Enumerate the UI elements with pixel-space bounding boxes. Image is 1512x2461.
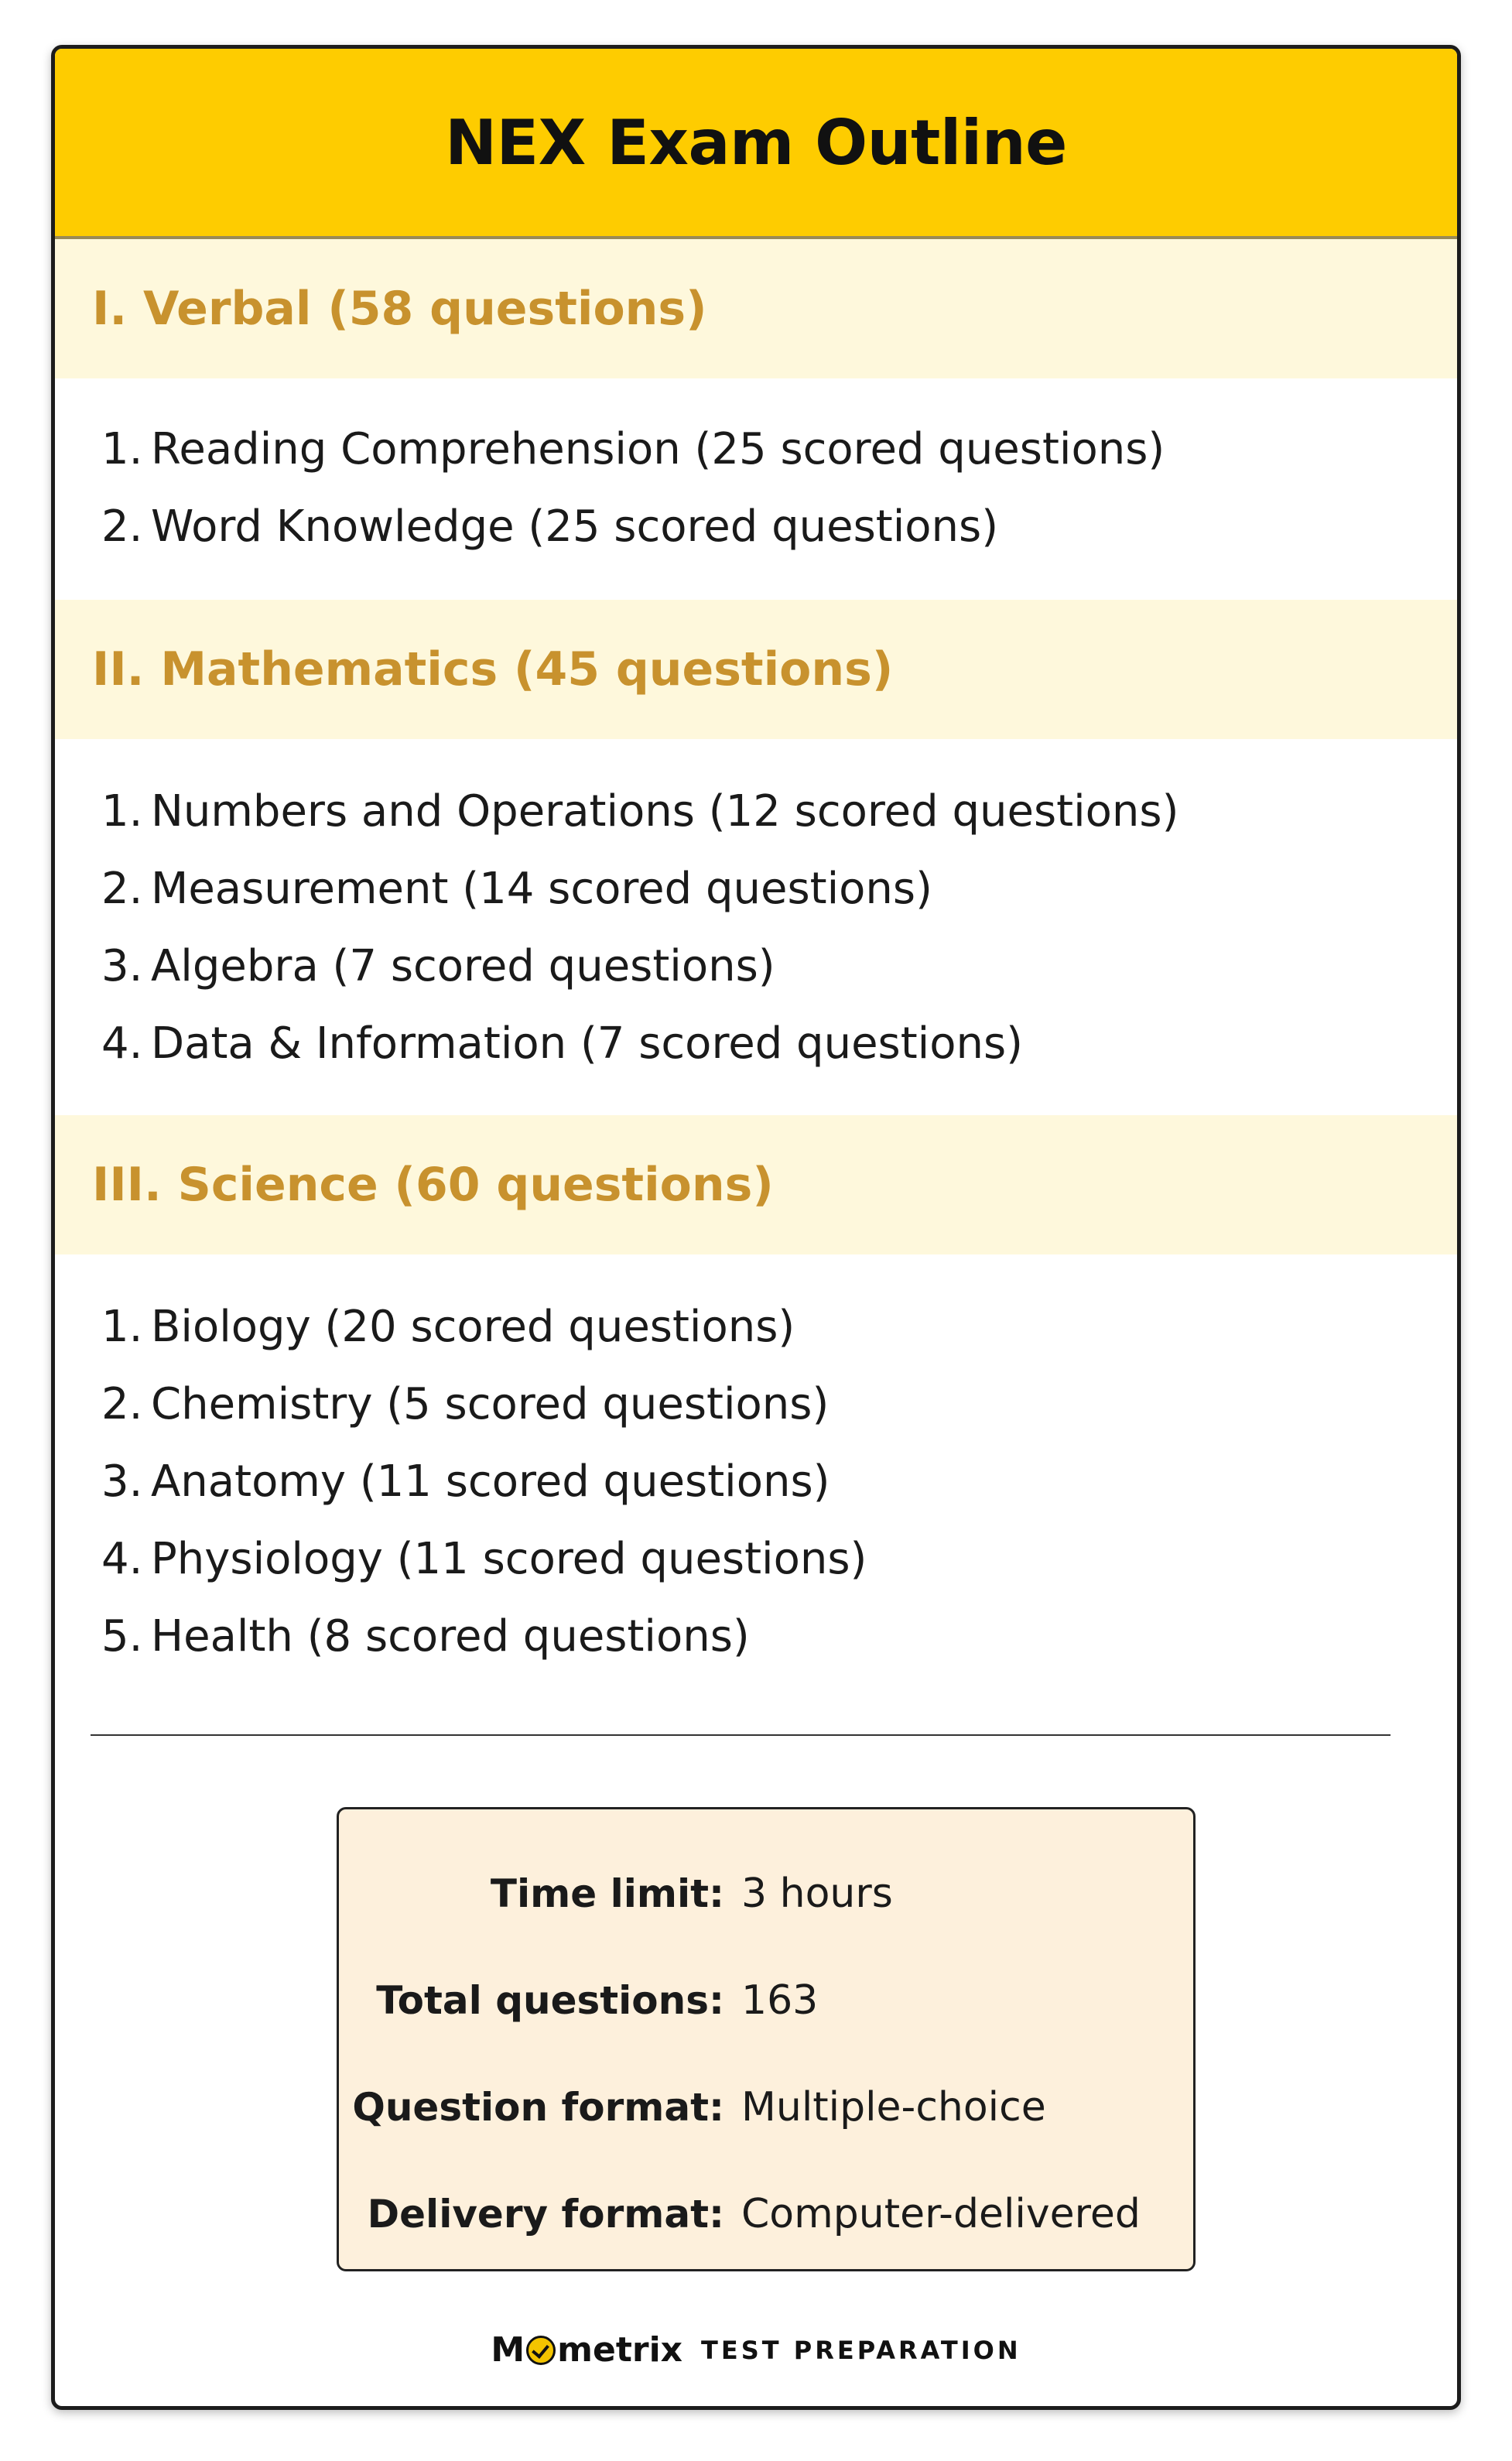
info-value: 3 hours	[741, 1871, 893, 1917]
item-text: Word Knowledge (25 scored questions)	[151, 501, 999, 552]
list-item	[101, 851, 1457, 928]
item-number: 4.	[101, 1018, 143, 1069]
item-number: 3.	[101, 1456, 143, 1507]
list-item	[101, 1005, 1457, 1083]
item-text: Algebra (7 scored questions)	[151, 941, 775, 991]
item-number: 2.	[101, 501, 143, 552]
info-row-time-limit	[339, 1840, 1193, 1947]
page-title: NEX Exam Outline	[445, 106, 1067, 179]
item-text: Health (8 scored questions)	[151, 1611, 750, 1662]
item-text: Numbers and Operations (12 scored questions)	[151, 786, 1179, 837]
item-number: 2.	[101, 864, 143, 914]
list-item	[101, 1598, 1457, 1675]
list-item	[101, 1443, 1457, 1521]
section-heading-science: III. Science (60 questions)	[55, 1115, 1457, 1254]
item-text: Data & Information (7 scored questions)	[151, 1018, 1023, 1069]
item-number: 1.	[101, 786, 143, 837]
list-item	[101, 928, 1457, 1005]
section-heading-verbal: I. Verbal (58 questions)	[55, 239, 1457, 378]
info-row-question-format	[339, 2054, 1193, 2161]
info-label: Question format:	[352, 2085, 724, 2130]
info-row-delivery-format	[339, 2161, 1193, 2268]
item-text: Reading Comprehension (25 scored questions)	[151, 424, 1165, 474]
item-text: Physiology (11 scored questions)	[151, 1534, 867, 1584]
header-banner	[55, 49, 1457, 239]
divider	[91, 1734, 1391, 1736]
item-number: 5.	[101, 1611, 143, 1662]
footer-branding	[55, 2330, 1457, 2370]
exam-info-box	[337, 1807, 1196, 2271]
brand-suffix: metrix	[557, 2330, 683, 2370]
list-item	[101, 1521, 1457, 1598]
item-text: Measurement (14 scored questions)	[151, 864, 932, 914]
info-label: Time limit:	[490, 1871, 724, 1916]
section-list-mathematics	[55, 739, 1457, 1115]
section-heading-mathematics: II. Mathematics (45 questions)	[55, 600, 1457, 739]
brand-prefix: M	[491, 2330, 525, 2370]
list-item	[101, 773, 1457, 851]
info-value: Multiple-choice	[741, 2084, 1046, 2131]
info-row-total-questions	[339, 1947, 1193, 2054]
info-label: Delivery format:	[367, 2192, 724, 2237]
item-number: 1.	[101, 1302, 143, 1352]
item-text: Biology (20 scored questions)	[151, 1302, 795, 1352]
list-item	[101, 488, 1457, 566]
item-text: Anatomy (11 scored questions)	[151, 1456, 830, 1507]
item-number: 4.	[101, 1534, 143, 1584]
checkmark-circle-icon	[526, 2336, 556, 2365]
info-value: 163	[741, 1977, 819, 2024]
item-text: Chemistry (5 scored questions)	[151, 1379, 830, 1429]
brand-tagline: TEST PREPARATION	[701, 2335, 1021, 2365]
list-item	[101, 1289, 1457, 1366]
item-number: 2.	[101, 1379, 143, 1429]
list-item	[101, 411, 1457, 488]
item-number: 1.	[101, 424, 143, 474]
exam-outline-card	[51, 45, 1461, 2410]
info-value: Computer-delivered	[741, 2191, 1141, 2237]
item-number: 3.	[101, 941, 143, 991]
info-label: Total questions:	[376, 1978, 724, 2023]
list-item	[101, 1366, 1457, 1443]
section-list-verbal	[55, 378, 1457, 600]
brand-logo	[491, 2330, 682, 2370]
section-list-science	[55, 1254, 1457, 1675]
